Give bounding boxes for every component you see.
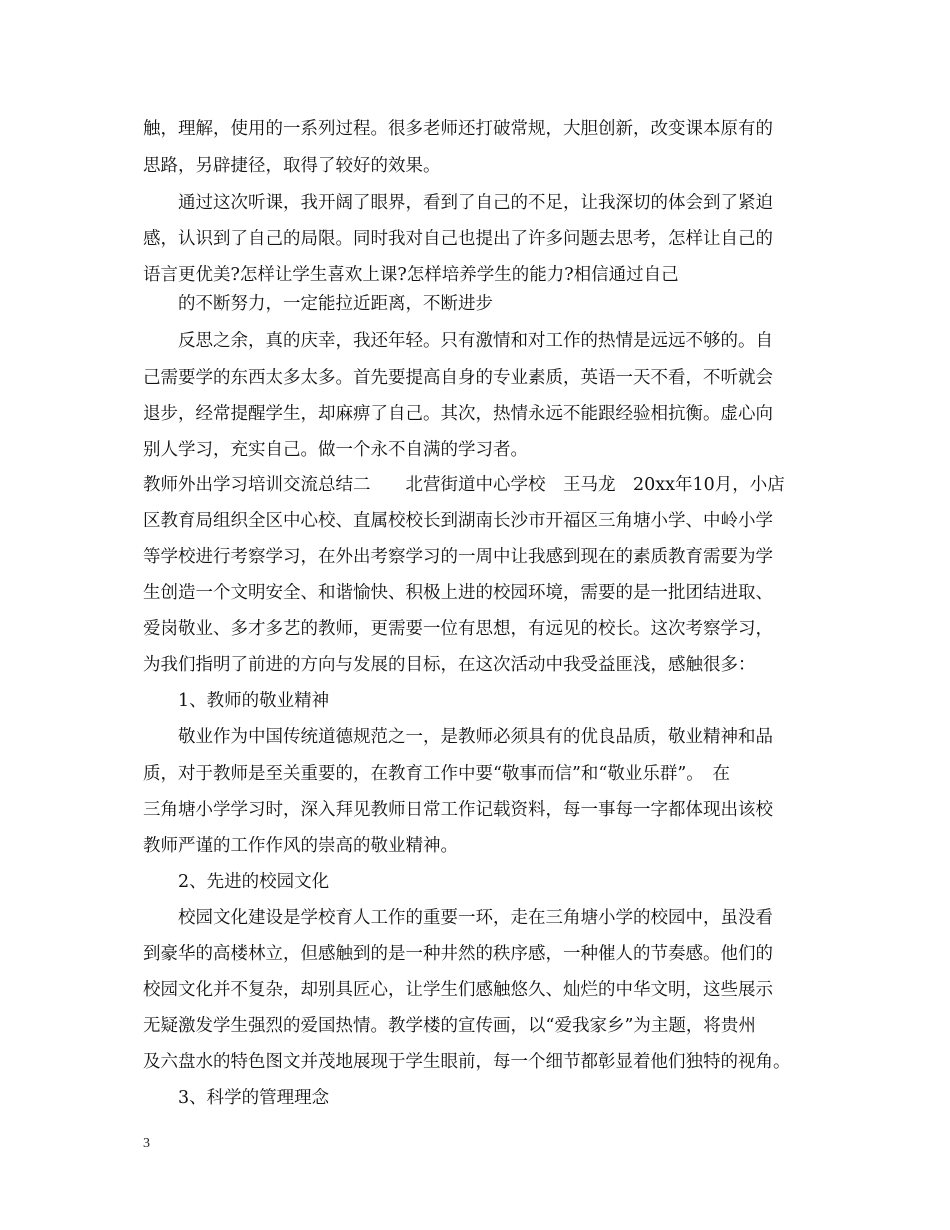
- text-line: 通过这次听课，我开阔了眼界，看到了自己的不足，让我深切的体会到了紧迫: [143, 193, 773, 213]
- text-line: 为我们指明了前进的方向与发展的目标，在这次活动中我受益匪浅，感触很多：: [143, 655, 756, 675]
- text-line: 无疑激发学生强烈的爱国热情。教学楼的宣传画，以“爱我家乡”为主题，将贵州: [143, 1016, 756, 1036]
- text-line: 退步，经常提醒学生，却麻痹了自己。其次，热情永远不能跟经验相抗衡。虚心向: [143, 404, 773, 424]
- text-line: 别人学习，充实自己。做一个永不自满的学习者。: [143, 440, 528, 460]
- text-line: 及六盘水的特色图文并茂地展现于学生眼前，每一个细节都彰显着他们独特的视角。: [143, 1052, 791, 1072]
- text-line: 触，理解，使用的一系列过程。很多老师还打破常规，大胆创新，改变课本原有的: [143, 119, 773, 139]
- text-line: 感，认识到了自己的局限。同时我对自己也提出了许多问题去思考，怎样让自己的: [143, 229, 773, 249]
- text-line: 教师严谨的工作作风的崇高的敬业精神。: [143, 836, 458, 856]
- text-line: 三角塘小学学习时，深入拜见教师日常工作记载资料，每一事每一字都体现出该校: [143, 800, 773, 820]
- subheading-line: 1、教师的敬业精神: [143, 691, 330, 711]
- text-line: 反思之余，真的庆幸，我还年轻。只有激情和对工作的热情是远远不够的。自: [143, 331, 773, 351]
- subheading-line: 3、科学的管理理念: [143, 1088, 330, 1108]
- text-line: 己需要学的东西太多太多。首先要提高自身的专业素质，英语一天不看，不听就会: [143, 368, 773, 388]
- text-line: 校园文化建设是学校育人工作的重要一环，走在三角塘小学的校园中，虽没看: [143, 908, 773, 928]
- text-line: 语言更优美?怎样让学生喜欢上课?怎样培养学生的能力?相信通过自己: [143, 265, 679, 285]
- text-line: 思路，另辟捷径，取得了较好的效果。: [143, 156, 441, 176]
- text-line: 等学校进行考察学习，在外出考察学习的一周中让我感到现在的素质教育需要为学: [143, 547, 773, 567]
- subheading-line: 2、先进的校园文化: [143, 872, 330, 892]
- text-line: 质，对于教师是至关重要的，在教育工作中要“敬事而信”和“敬业乐群”。 在: [143, 764, 731, 784]
- text-line: 校园文化并不复杂，却别具匠心，让学生们感触悠久、灿烂的中华文明，这些展示: [143, 980, 773, 1000]
- text-line: 生创造一个文明安全、和谐愉快、积极上进的校园环境，需要的是一批团结进取、: [143, 583, 773, 603]
- text-line: 敬业作为中国传统道德规范之一，是教师必须具有的优良品质，敬业精神和品: [143, 727, 773, 747]
- page-number: 3: [143, 1136, 150, 1151]
- text-line: 的不断努力，一定能拉近距离，不断进步: [143, 294, 493, 314]
- text-line: 爱岗敬业、多才多艺的教师，更需要一位有思想，有远见的校长。这次考察学习，: [143, 619, 773, 639]
- section-heading-line: 教师外出学习培训交流总结二 北营街道中心学校 王马龙 20xx年10月，小店: [143, 475, 785, 495]
- text-line: 区教育局组织全区中心校、直属校校长到湖南长沙市开福区三角塘小学、中岭小学: [143, 511, 773, 531]
- text-line: 到豪华的高楼林立，但感触到的是一种井然的秩序感，一种催人的节奏感。他们的: [143, 944, 773, 964]
